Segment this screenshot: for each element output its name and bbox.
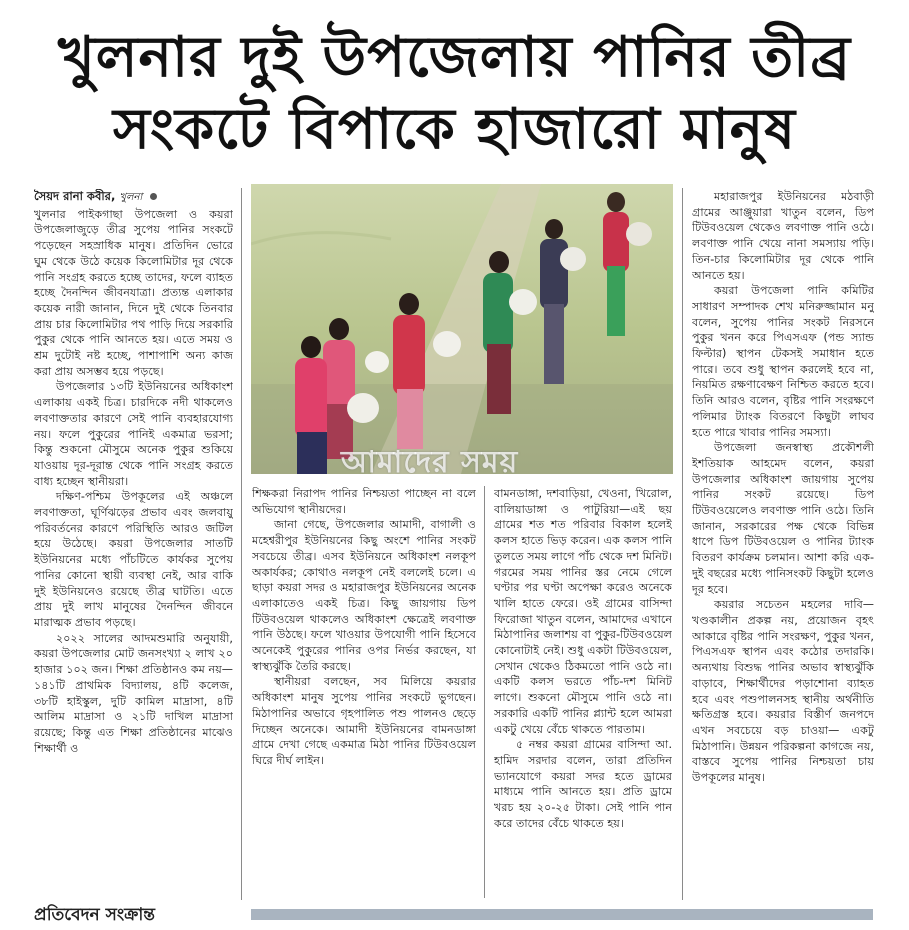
- article-column-4: [692, 189, 874, 901]
- dateline-place: খুলনা: [119, 192, 143, 203]
- article-column-3: [494, 486, 672, 896]
- column-divider: [484, 486, 485, 898]
- paragraph: শিক্ষকরা নিরাপদ পানির নিশ্চয়তা পাচ্ছেন না বলে অভিযোগ স্থানীয়দের।: [252, 487, 476, 516]
- column-divider: [682, 188, 683, 900]
- paragraph: মহারাজপুর ইউনিয়নের মঠবাড়ী গ্রামের আঞ্জুয়ারা খাতুন বলেন, ডিপ টিউবওয়েল থেকেও লবণাক্ত পানি ওঠে। লবণাক্ত পানি খেয়ে নানা সমস্যায় পড়ি। তিন-চার কিলোমিটার দূর থেকে পানি আনতে হয়।: [692, 190, 874, 282]
- headline-line-2: সংকটে বিপাকে হাজারো মানুষ: [112, 97, 797, 162]
- paragraph: ৫ নম্বর কয়রা গ্রামের বাসিন্দা আ. হামিদ সরদার বলেন, তারা প্রতিদিন ভ্যানযোগে কয়রা সদর হতে ড্রামের মাধ্যমে পানি আনতে হয়। প্রতি ড্রামে খরচ হয় ২০-২৫ টাকা। সেই পানি পান করে তাদের বেঁচে থাকতে হয়।: [494, 738, 672, 830]
- author-name: সৈয়দ রানা কবীর,: [34, 189, 116, 203]
- paragraph: ২০২২ সালের আদমশুমারি অনুযায়ী, কয়রা উপজেলার মোট জনসংখ্যা ২ লাখ ২০ হাজার ১০২ জন। শিক্ষা প্রতিষ্ঠানও কম নয়—১৪১টি প্রাথমিক বিদ্যালয়, ৪টি কলেজ, ৩৮টি হাইস্কুল, দুটি কামিল মাদ্রাসা, ৪টি আলিম মাদ্রাসা ও ২১টি দাখিল মাদ্রাসা রয়েছে; কিন্তু এত শিক্ষা প্রতিষ্ঠানের মাঝেও শিক্ষার্থী ও: [34, 631, 233, 755]
- article-headline: [0, 22, 909, 166]
- paragraph: জানা গেছে, উপজেলার আমাদী, বাগালী ও মহেশ্বরীপুর ইউনিয়নের কিছু অংশে পানির সংকট সবচেয়ে তীব্র। এসব ইউনিয়নে অধিকাংশ নলকূপ অকার্যকর; কোথাও নলকূপ নেই বললেই চলে। এ ছাড়া কয়রা সদর ও মহারাজপুর ইউনিয়নের অনেক এলাকাতেও একই চিত্র। কিছু জায়গায় ডিপ টিউবওয়েল থাকলেও অধিকাংশ ক্ষেত্রেই লবণাক্ত পানি উঠছে। ফলে খাওয়ার উপযোগী পানি হিসেবে অনেকেই পুকুরের পানির ওপর নির্ভর করছেন, যা স্বাস্থ্যঝুঁকি তৈরি করছে।: [252, 518, 476, 673]
- article-column-2: [252, 486, 476, 896]
- paragraph: দক্ষিণ-পশ্চিম উপকূলের এই অঞ্চলে লবণাক্ততা, ঘূর্ণিঝড়ের প্রভাব এবং জলবায়ু পরিবর্তনের কারণে পরিস্থিতি আরও জটিল হয়ে উঠেছে। কয়রা উপজেলার সাতটি ইউনিয়নের মধ্যে পাঁচটিতে কার্যকর সুপেয় পানির কোনো স্থায়ী ব্যবস্থা নেই, আর বাকি দুই ইউনিয়নেও রয়েছে তীব্র ঘাটতি। এতে প্রায় দুই লাখ মানুষের দৈনন্দিন জীবনে মারাত্মক প্রভাব পড়ছে।: [34, 490, 233, 629]
- next-article-heading: প্রতিবেদন সংক্রান্ত: [34, 905, 156, 925]
- paragraph: স্থানীয়রা বলছেন, সব মিলিয়ে কয়রার অধিকাংশ মানুষ সুপেয় পানির সংকটে ভুগছেন। মিঠাপানির অভাবে গৃহপালিত পশু পালনও ছেড়ে দিচ্ছেন অনেকে। আমাদী ইউনিয়নের বামনডাঙ্গা গ্রামে দেখা গেছে একমাত্র মিঠা পানির টিউবওয়েল ঘিরে দীর্ঘ লাইন।: [252, 675, 476, 767]
- watermark-logo: আমাদের সময়: [341, 445, 519, 474]
- paragraph: কয়রা উপজেলা পানি কমিটির সাধারণ সম্পাদক শেখ মনিরুজ্জামান মনু বলেন, সুপেয় পানির সংকট নিরসনে পুকুর খনন করে পিএসএফ (পন্ড স্যান্ড ফিল্টার) স্থাপন টেকসই সমাধান হতে পারে। তবে শুধু স্থাপন করলেই হবে না, নিয়মিত রক্ষণাবেক্ষণ নিশ্চিত করতে হবে। তিনি আরও বলেন, বৃষ্টির পানি সংরক্ষণে পলিমার ট্যাংক বিতরণে কিছুটা লাঘব হতে পারে খাবার পানির সমস্যা।: [692, 284, 874, 439]
- paragraph: বামনডাঙ্গা, দশবাড়িয়া, খেওনা, খিরোল, বালিয়াডাঙ্গা ও পাটুরিয়া—এই ছয় গ্রামের শত শত পরিবার বিকাল হলেই কলস হাতে ভিড় করেন। এক কলস পানি তুলতে সময় লাগে পাঁচ থেকে দশ মিনিট। গরমের সময় পানির স্তর নেমে গেলে ঘণ্টার পর ঘণ্টা অপেক্ষা করেও অনেকে খালি হাতে ফেরে। ওই গ্রামের বাসিন্দা ফিরোজা খাতুন বলেন, আমাদের এখানে মিঠাপানির জলাশয় বা পুকুর-টিউবওয়েল কোনোটাই নেই। শুধু একটা টিউবওয়েল, সেখান থেকেও ঠিকমতো পানি ওঠে না। একটি কলস ভরতে পাঁচ-দশ মিনিট লাগে। শুকনো মৌসুমে পানি ওঠে না। সরকারি একটি পানির প্ল্যান্ট হলে আমরা একটু খেয়ে বেঁচে থাকতে পারতাম।: [494, 487, 672, 736]
- byline: [34, 189, 233, 206]
- headline-line-1: খুলনার দুই উপজেলায় পানির তীব্র: [57, 25, 852, 90]
- women-carrying-water-jars-photo: [251, 184, 673, 474]
- paragraph: উপজেলার ১৩টি ইউনিয়নের অধিকাংশ এলাকায় একই চিত্র। চারদিকে নদী থাকলেও লবণাক্ততার কারণে সেই পানি ব্যবহারযোগ্য নয়। ফলে পুকুরের পানিই একমাত্র ভরসা; কিন্তু শুকনো মৌসুমে অনেক পুকুর শুকিয়ে যাওয়ায় দূর-দূরান্ত থেকে পানি সংগ্রহ করতে বাধ্য হচ্ছেন স্থানীয়রা।: [34, 380, 233, 488]
- next-article-strip: [0, 905, 909, 925]
- column-divider: [241, 188, 242, 900]
- bullet-icon: [150, 193, 157, 200]
- next-article-photo: [251, 909, 873, 920]
- paragraph: খুলনার পাইকগাছা উপজেলা ও কয়রা উপজেলাজুড়ে তীব্র সুপেয় পানির সংকটে পড়েছেন সহস্রাধিক মানুষ। প্রতিদিন ভোরে ঘুম থেকে উঠে কয়েক কিলোমিটার দূর থেকে পানি সংগ্রহ করতে হচ্ছে তাদের, ফলে ব্যাহত হচ্ছে দৈনন্দিন জীবনযাত্রা। প্রত্যন্ত এলাকার কয়েক নারী জানান, দিনে দুই থেকে তিনবার প্রায় চার কিলোমিটার পথ পাড়ি দিয়ে সরকারি পুকুর থেকে পানি আনতে হয়। এতে সময় ও শ্রম দুটোই নষ্ট হচ্ছে, পাশাপাশি অন্য কাজ করা প্রায় অসম্ভব হয়ে পড়ছে।: [34, 207, 233, 378]
- paragraph: উপজেলা জনস্বাস্থ্য প্রকৌশলী ইশতিয়াক আহমেদ বলেন, কয়রা উপজেলার অধিকাংশ জায়গায় সুপেয় পানির সংকট রয়েছে। ডিপ টিউবওয়েলেও লবণাক্ত পানি ওঠে। তিনি জানান, সরকারের পক্ষ থেকে বিভিন্ন ধাপে ডিপ টিউবওয়েল ও পানির ট্যাংক বিতরণ কার্যক্রম চলমান। আশা করি এক-দুই বছরের মধ্যে পানিসংকট কিছুটা হলেও দূর হবে।: [692, 441, 874, 596]
- article-photo: [251, 184, 673, 474]
- article-column-1: [34, 189, 233, 901]
- paragraph: কয়রার সচেতন মহলের দাবি—খণ্ডকালীন প্রকল্প নয়, প্রয়োজন বৃহৎ আকারে বৃষ্টির পানি সংরক্ষণ, পুকুর খনন, পিএসএফ স্থাপন এবং কঠোর তদারকি। অন্যথায় বিশুদ্ধ পানির অভাব স্বাস্থ্যঝুঁকি বাড়াবে, শিক্ষার্থীদের পড়াশোনা ব্যাহত হবে এবং পশুপালনসহ স্থানীয় অর্থনীতি ক্ষতিগ্রস্ত হবে। কয়রার বিস্তীর্ণ জনপদে এখন সবচেয়ে বড় চাওয়া— একটু মিঠাপানি। উন্নয়ন পরিকল্পনা কাগজে নয়, বাস্তবে সুপেয় পানির নিশ্চয়তা চায় উপকূলের মানুষ।: [692, 598, 874, 785]
